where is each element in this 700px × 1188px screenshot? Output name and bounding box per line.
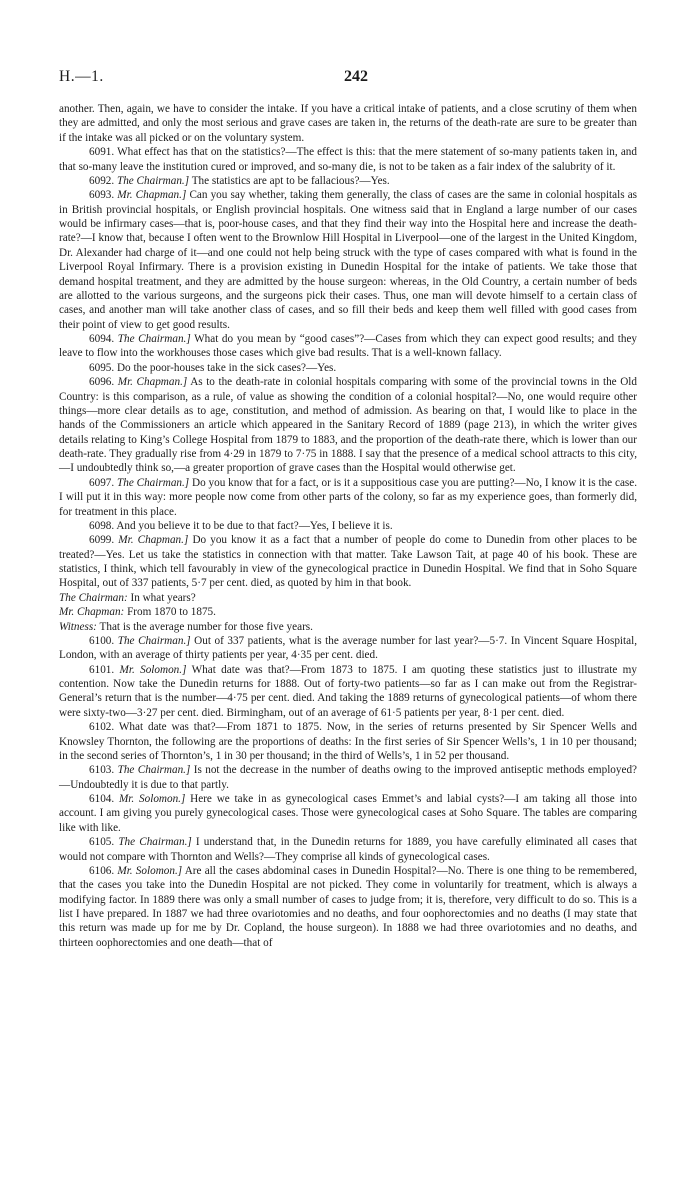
paragraph-text: In what years? <box>130 591 196 604</box>
paragraph <box>59 476 637 519</box>
question-number: 6099. <box>89 534 119 547</box>
page-number: 242 <box>344 68 368 85</box>
question-number: 6101. <box>89 663 120 676</box>
question-number: 6094. <box>89 333 118 345</box>
paragraph-text: 6102. What date was that?—From 1871 to 1875. Now, in the series of returns presented by Sir Spencer Wells and Knowsley Thornton, the following are the proportions of deaths: In the first series of Sir Spencer Wells’s, 1 in 10 per thousand; in the second series of Thornton’s, 1 in 30 per thousand; in the third of Wells’s, 1 in 52 per thousand. <box>59 721 637 762</box>
paragraph-text: From 1870 to 1875. <box>127 606 216 619</box>
paragraph-text: Are all the cases abdominal cases in Dunedin Hospital?—No. There is one thing to be remembered, that the cases you take into the Dunedin Hospital are not picked. They come in voluntarily for treatment, which is always a modifying factor. In 1889 there was only a small number of cases to judge from; it is, therefore, very difficult to do so. This is a list I have prepared. In 1887 we had three ovariotomies and no deaths, and four oophorectomies and no deaths (I may state that this return was made up for me by Dr. Copland, the house surgeon). In 1888 we had three ovariotomies and no deaths, and thirteen oophorectomies and one death—that of <box>59 864 638 949</box>
question-number: 6106. <box>89 864 118 877</box>
paragraph-text: I understand that, in the Dunedin returns for 1889, you have carefully eliminated all cases that would not compare with Thornton and Wells?—They comprise all kinds of gynecological cases. <box>59 836 638 863</box>
question-number: 6092. <box>89 174 117 187</box>
paragraph-text: The statistics are apt to be fallacious?—Yes. <box>191 174 390 187</box>
paragraph <box>59 361 637 375</box>
paragraph <box>59 864 637 950</box>
speaker-label: Mr. Solomon.] <box>119 663 187 676</box>
paragraph-text: another. Then, again, we have to consider the intake. If you have a critical intake of patients, and a close scrutiny of them when they are admitted, and only the most serious and grave cases are taken in, the returns of the death-rate are sure to be greater than if the intake was all picked or on the voluntary system. <box>59 103 637 144</box>
speaker-label: Mr. Chapman.] <box>117 189 187 202</box>
speaker-label: Mr. Solomon.] <box>117 864 183 877</box>
paragraph-text: 6095. Do the poor-houses take in the sick cases?—Yes. <box>89 361 337 374</box>
paragraph <box>59 102 637 145</box>
paragraph <box>59 620 637 634</box>
paragraph <box>59 591 637 605</box>
paragraph <box>59 533 637 591</box>
document-reference: H.—1. <box>59 68 104 85</box>
speaker-label: Mr. Solomon.] <box>118 793 186 805</box>
speaker-label: Mr. Chapman: <box>59 606 125 619</box>
question-number: 6097. <box>89 476 118 489</box>
paragraph <box>59 720 637 763</box>
paragraph-text: Can you say whether, taking them generally, the class of cases are the same in colonial hospitals as in British provincial hospitals, or English provincial hospitals. One witness said that in England a large number of our cases would be infirmary cases—that is, poor-house cases, and that they find their way into the Hospital here and increase the death-rate?—I know that, because I often went to the Brownlow Hill Hospital in Liverpool—one of the largest in the United Kingdom, Dr. Alexander had charge of it—and one could not help being struck with the type of cases compared with what is found in the Liverpool Royal Infirmary. There is a provision existing in Dunedin Hospital for the intake of patients. We take those that demand hospital treatment, and they are admitted by the house surgeon: whereas, in the Old Country, a certain number of beds are allotted to the various surgeons, and the surgeons pick their cases. Thus, one man will devote himself to a certain class of cases, and another man will take another class of cases, and so fill their beds and keep them well filled with good cases from their point of view to get good results. <box>59 189 638 331</box>
question-number: 6100. <box>89 634 118 647</box>
paragraph <box>59 634 637 663</box>
paragraph-text: 6098. And you believe it to be due to that fact?—Yes, I believe it is. <box>89 519 393 532</box>
question-number: 6105. <box>89 836 119 849</box>
paragraph <box>59 174 637 188</box>
paragraph-text: Out of 337 patients, what is the average number for last year?—5·7. In Vincent Square Hospital, London, with an average of thirty patients per year, 4·35 per cent. died. <box>59 634 638 662</box>
speaker-label: The Chairman: <box>59 591 128 604</box>
paragraph-text: Here we take in as gynecological cases Emmet’s and labial cysts?—I am taking all those into account. I am giving you purely gynecological cases. Those were gynecological cases at Soho Square. The tables are comparing like with like. <box>59 793 637 834</box>
paragraph <box>59 188 637 332</box>
paragraph <box>59 145 637 174</box>
paragraph-text: What do you mean by “good cases”?—Cases from which they can expect good results; and they leave to flow into the workhouses those cases which give bad results. That is a well-known fallacy. <box>59 333 638 360</box>
paragraph <box>59 792 637 835</box>
paragraph-text: That is the average number for those five years. <box>99 620 313 633</box>
paragraph-text: Do you know it as a fact that a number of people do come to Dunedin from other places to be treated?—Yes. Let us take the statistics in connection with that matter. Take Lawson Tait, at page 40 of his book. These are statistics, I think, which tell favourably in view of the gynecological practice in Dunedin Hospital. We find that in Soho Square Hospital, out of 337 patients, 5·7 per cent. died, as quoted by him in that book. <box>59 534 638 590</box>
speaker-label: Mr. Chapman.] <box>117 376 188 389</box>
question-number: 6096. <box>89 376 118 389</box>
speaker-label: The Chairman.] <box>117 634 191 647</box>
paragraph-text: What date was that?—From 1873 to 1875. I am quoting these statistics just to illustrate my contention. Now take the Dunedin returns for 1888. Out of forty-two patients—so far as I can make out from the Registrar-General’s return that is the number—4·75 per cent. died. And taking the 1889 returns of gynecological patients—of whom there were sixty-two—3·27 per cent. died. Birmingham, out of an average of 61·5 patients per year, 8·1 per cent. died. <box>59 663 637 719</box>
paragraph <box>59 605 637 619</box>
paragraph <box>59 835 637 864</box>
paragraph-text: Do you know that for a fact, or is it a suppositious case you are putting?—No, I know it is the case. I will put it in this way: more people now come from other parts of the colony, so far as my experience goes, than formerly did, for treatment in this place. <box>59 476 638 518</box>
paragraph-text: As to the death-rate in colonial hospitals comparing with some of the provincial towns in the Old Country: is this comparison, as a rule, of value as showing the condition of a colonial hospital?—No, one would require other things—more clear details as to age, constitution, and method of admission. As bearing on that, I would like to place in the hands of the Commissioners an article which appeared in the Sanitary Record of 1889 (page 213), in which the writer gives details relating to King’s College Hospital from 1879 to 1883, and the proportion of the death-rate there, which is lower than our death-rate. They gradually rise from 4·29 in 1879 to 7·75 in 1888. I say that the presence of a medical school attracts to this city,—I undoubtedly think so,—a greater proportion of grave cases than the Hospital would otherwise get. <box>59 376 638 475</box>
question-number: 6104. <box>89 793 119 805</box>
speaker-label: The Chairman.] <box>117 333 191 345</box>
paragraph-text: 6091. What effect has that on the statistics?—The effect is this: that the mere statement of so-many patients taken in, and that so-many leave the institution cured or improved, and so-many die, is not to be taken as a fair index of the salubrity of it. <box>59 146 637 173</box>
paragraph <box>59 332 637 361</box>
paragraph-text: Is not the decrease in the number of deaths owing to the improved antiseptic methods employed?—Undoubtedly it is due to that partly. <box>59 764 638 791</box>
document-body <box>59 102 637 950</box>
speaker-label: Witness: <box>59 620 97 633</box>
paragraph <box>59 519 637 533</box>
paragraph <box>59 663 637 721</box>
paragraph <box>59 763 637 792</box>
speaker-label: The Chairman.] <box>117 476 190 489</box>
paragraph <box>59 375 637 476</box>
speaker-label: The Chairman.] <box>117 764 191 777</box>
question-number: 6103. <box>89 764 118 777</box>
speaker-label: Mr. Chapman.] <box>118 534 189 547</box>
speaker-label: The Chairman.] <box>118 836 192 849</box>
speaker-label: The Chairman.] <box>116 174 190 187</box>
page-header <box>59 68 637 92</box>
question-number: 6093. <box>89 189 118 202</box>
